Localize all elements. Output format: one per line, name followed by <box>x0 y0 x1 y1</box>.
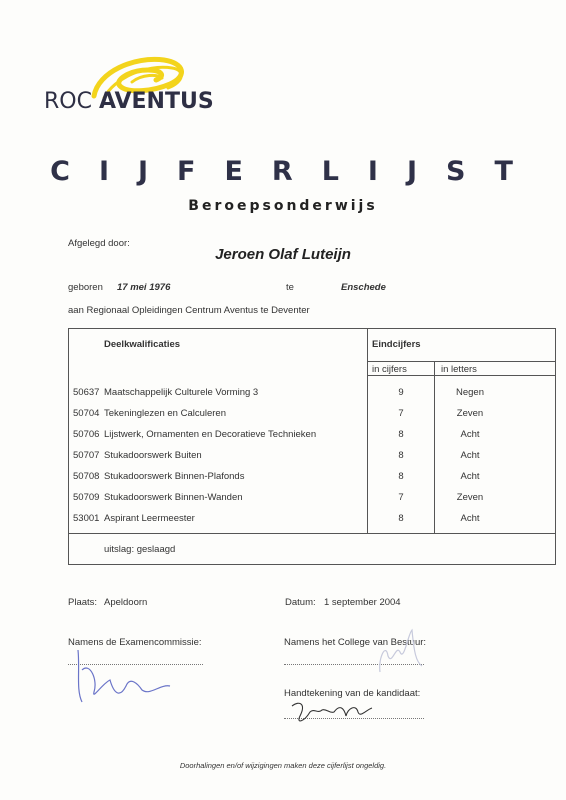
college-signature <box>370 622 430 677</box>
candidate-signature-label: Handtekening van de kandidaat: <box>284 688 421 699</box>
row-code: 50704 <box>73 408 100 419</box>
row-grade-text: Zeven <box>456 408 484 419</box>
row-grade: 8 <box>398 450 404 461</box>
row-grade: 9 <box>398 387 404 398</box>
afgelegd-label: Afgelegd door: <box>68 238 130 249</box>
date-label: Datum: <box>285 597 316 608</box>
row-grade-text: Acht <box>460 513 480 524</box>
row-code: 50706 <box>73 429 100 440</box>
row-grade-text: Negen <box>456 387 484 398</box>
row-code: 53001 <box>73 513 100 524</box>
row-name: Maatschappelijk Culturele Vorming 3 <box>104 387 259 398</box>
row-name: Stukadoorswerk Binnen-Plafonds <box>104 471 245 482</box>
place-label: Plaats: <box>68 597 98 608</box>
row-name: Stukadoorswerk Buiten <box>104 450 202 461</box>
row-grade: 8 <box>398 513 404 524</box>
institution-line: aan Regionaal Opleidingen Centrum Aventus te Deventer <box>68 305 310 316</box>
row-grade: 7 <box>398 492 404 503</box>
row-name: Aspirant Leermeester <box>104 513 195 524</box>
born-label: geboren <box>68 282 103 293</box>
row-grade: 8 <box>398 429 404 440</box>
row-grade: 8 <box>398 471 404 482</box>
birth-place: Enschede <box>341 282 386 293</box>
table-header-subline <box>367 361 556 362</box>
row-grade-text: Acht <box>460 471 480 482</box>
row-grade-text: Acht <box>460 429 480 440</box>
date-value: 1 september 2004 <box>324 597 401 608</box>
row-grade: 7 <box>398 408 404 419</box>
row-code: 50708 <box>73 471 100 482</box>
row-name: Stukadoorswerk Binnen-Wanden <box>104 492 243 503</box>
college-label: Namens het College van Bestuur: <box>284 637 427 648</box>
row-code: 50707 <box>73 450 100 461</box>
row-code: 50637 <box>73 387 100 398</box>
result-text: uitslag: geslaagd <box>104 544 176 555</box>
birth-date: 17 mei 1976 <box>117 282 171 293</box>
logo-aventus-text: AVENTUS <box>98 89 214 114</box>
row-name: Tekeninglezen en Calculeren <box>104 408 226 419</box>
grades-table <box>68 328 556 565</box>
te-label: te <box>286 282 294 293</box>
col-header-in-letters: in letters <box>441 364 477 375</box>
col-header-eindcijfers: Eindcijfers <box>372 339 421 350</box>
place-value: Apeldoorn <box>104 597 148 608</box>
document-title: CIJFERLIJST <box>50 156 542 187</box>
candidate-signature <box>286 694 376 730</box>
exam-committee-signature <box>70 640 180 710</box>
logo-wordmark <box>44 89 214 114</box>
candidate-name: Jeroen Olaf Luteijn <box>215 246 351 263</box>
table-header-line <box>367 375 556 376</box>
col-header-in-cijfers: in cijfers <box>372 364 407 375</box>
logo-roc-text: ROC <box>44 89 92 114</box>
table-result-line <box>68 533 556 534</box>
document-subtitle: Beroepsonderwijs <box>188 198 378 214</box>
row-grade-text: Acht <box>460 450 480 461</box>
roc-aventus-logo <box>44 52 254 122</box>
row-name: Lijstwerk, Ornamenten en Decoratieve Technieken <box>104 429 317 440</box>
col-header-deelkwalificaties: Deelkwalificaties <box>104 339 181 350</box>
exam-committee-label: Namens de Examencommissie: <box>68 637 202 648</box>
footer-disclaimer: Doorhalingen en/of wijzigingen maken deze cijferlijst ongeldig. <box>179 761 387 770</box>
row-grade-text: Zeven <box>456 492 484 503</box>
row-code: 50709 <box>73 492 100 503</box>
